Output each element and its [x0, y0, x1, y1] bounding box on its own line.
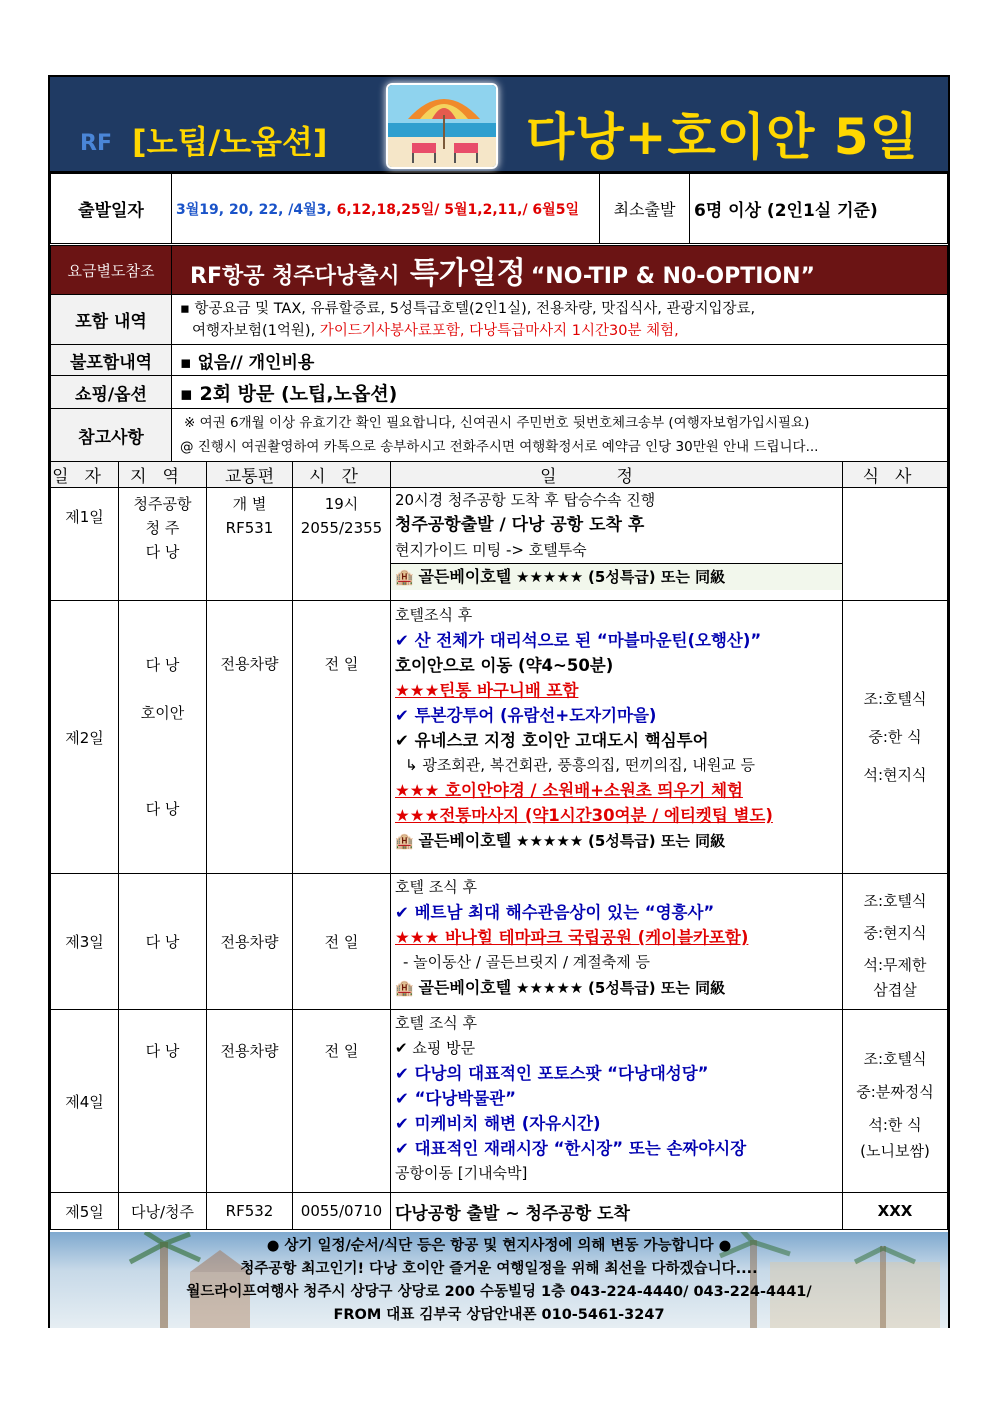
tour-info-table: [50, 173, 948, 244]
departure-label: 출발일자: [51, 174, 172, 244]
title-banner: [50, 77, 948, 173]
day5-schedule: 다낭공항 출발 ~ 청주공항 도착: [391, 1193, 843, 1230]
airline-code: RF: [80, 131, 112, 156]
min-departure-value: 6명 이상 (2인1실 기준): [690, 174, 948, 244]
header-transport: 교통편: [207, 462, 293, 488]
day5-transport: RF532: [207, 1193, 293, 1230]
header-meals: 식사: [843, 462, 948, 488]
day1-row: [51, 488, 948, 601]
day1-hotel: 🏨 골든베이호텔 ★★★★★ (5성특급) 또는 同級: [391, 563, 842, 590]
hotel-icon: 🏨: [395, 979, 414, 997]
hotel-icon: 🏨: [395, 832, 414, 850]
day2-row: [51, 601, 948, 874]
day3-meals: 조:호텔식 중:현지식 석:무제한 삼겹살: [843, 874, 948, 1010]
day2-hotel: 🏨 골든베이호텔 ★★★★★ (5성특급) 또는 同級: [395, 831, 726, 850]
day3-row: [51, 874, 948, 1010]
shopping-row: [51, 376, 948, 409]
shopping-value: ▪ 2회 방문 (노팁,노옵션): [172, 376, 948, 409]
day4-time: 전 일: [293, 1010, 391, 1193]
departure-row: [51, 174, 948, 244]
header-region: 지역: [119, 462, 207, 488]
day2-meals: 조:호텔식 중:한 식 석:현지식: [843, 601, 948, 874]
no-tip-note: [노팁/노옵션]: [132, 123, 328, 161]
day5-time: 0055/0710: [293, 1193, 391, 1230]
day1-region: 청주공항 청 주 다 낭: [119, 488, 207, 601]
day3-time: 전 일: [293, 874, 391, 1010]
beach-image: [386, 83, 498, 169]
include-value: ▪ 항공요금 및 TAX, 유류할증료, 5성특급호텔(2인1실), 전용차량, 맛집식사, 관광지입장료, 여행자보험(1억원), 가이드기사봉사료포함, 다낭특급마사지 1시간30분 체험,: [172, 295, 948, 345]
day1-label: 제1일: [51, 488, 119, 601]
include-label: 포함 내역: [51, 295, 172, 345]
day5-label: 제5일: [51, 1193, 119, 1230]
day4-label: 제4일: [51, 1010, 119, 1193]
day5-meals: XXX: [843, 1193, 948, 1230]
day1-schedule: 20시경 청주공항 도착 후 탑승수속 진행 청주공항출발 / 다낭 공항 도착 후 현지가이드 미팅 -> 호텔투숙 🏨 골든베이호텔 ★★★★★ (5성특급) 또는 同級: [391, 488, 843, 601]
day3-hotel: 🏨 골든베이호텔 ★★★★★ (5성특급) 또는 同級: [395, 978, 726, 997]
day4-transport: 전용차량: [207, 1010, 293, 1193]
day1-meals: [843, 488, 948, 601]
footer-notice: ● 상기 일정/순서/식단 등은 항공 및 현지사정에 의해 변동 가능합니다 ● 청주공항 최고인기! 다낭 호이안 즐거운 여행일정을 위해 최선을 다하겠습니다.... 월드라이프여행사 청주시 상당구 상당로 200 수동빌딩 1층 043-224-4440/ 043-224-4441/ FROM 대표 김부국 상담안내폰 010-5461-3247: [50, 1232, 948, 1328]
tour-title: 다낭+호이안 5일: [526, 108, 919, 166]
itinerary-sheet: [48, 75, 950, 1328]
fee-label: 요금별도참조: [51, 246, 172, 295]
itinerary-header: [51, 462, 948, 488]
notes-value: ※ 여권 6개월 이상 유효기간 확인 필요합니다, 신여권시 주민번호 뒷번호체크송부 (여행자보험가입시필요) @ 진행시 여권촬영하여 카톡으로 송부하시고 전화주시면 여행확정서로 예약금 인당 30만원 안내 드립니다...: [172, 409, 948, 462]
exclude-value: ▪ 없음// 개인비용: [172, 345, 948, 376]
fee-value: RF항공 청주다낭출시 특가일정 “NO-TIP & N0-OPTION”: [172, 246, 948, 295]
day1-time: 19시 2055/2355: [293, 488, 391, 601]
details-table: [50, 245, 948, 462]
day3-schedule: 호텔 조식 후 ✔ 베트남 최대 해수관음상이 있는 “영흥사” ★★★ 바나힐 테마파크 국립공원 (케이블카포함) - 놀이동산 / 골든브릿지 / 계절축제 등 🏨 골든베이호텔 ★★★★★ (5성특급) 또는 同級: [391, 874, 843, 1010]
day4-row: [51, 1010, 948, 1193]
day4-meals: 조:호텔식 중:분짜정식 석:한 식 (노니보쌈): [843, 1010, 948, 1193]
header-schedule: 일정: [391, 462, 843, 488]
day4-schedule: 호텔 조식 후 ✔ 쇼핑 방문 ✔ 다낭의 대표적인 포토스팟 “다낭대성당” ✔ “다낭박물관” ✔ 미케비치 해변 (자유시간) ✔ 대표적인 재래시장 “한시장” 또는 손짜야시장 공항이동 [기내숙박]: [391, 1010, 843, 1193]
fee-row: [51, 246, 948, 295]
exclude-row: [51, 345, 948, 376]
day3-region: 다 낭: [119, 874, 207, 1010]
include-row: [51, 295, 948, 345]
min-departure-label: 최소출발: [600, 174, 690, 244]
day2-label: 제2일: [51, 601, 119, 874]
day2-schedule: 호텔조식 후 ✔ 산 전체가 대리석으로 된 “마블마운틴(오행산)” 호이안으로 이동 (약4~50분) ★★★틴통 바구니배 포함 ✔ 투본강투어 (유람선+도자기마을) ✔ 유네스코 지정 호이안 고대도시 핵심투어 ↳ 광조회관, 복건회관, 풍흥의집, 떤끼의집, 내원교 등 ★★★ 호이안야경 / 소원배+소원초 띄우기 체험 ★★★전통마사지 (약1시간30여분 / 에티켓팁 별도) 🏨 골든베이호텔 ★★★★★ (5성특급) 또는 同級: [391, 601, 843, 874]
day2-transport: 전용차량: [207, 601, 293, 874]
itinerary-table: [50, 461, 948, 1230]
shopping-label: 쇼핑/옵션: [51, 376, 172, 409]
day2-region: 다 낭 호이안 다 낭: [119, 601, 207, 874]
day5-row: [51, 1193, 948, 1230]
notes-label: 참고사항: [51, 409, 172, 462]
header-time: 시간: [293, 462, 391, 488]
day2-time: 전 일: [293, 601, 391, 874]
header-day: 일자: [51, 462, 119, 488]
hotel-icon: 🏨: [395, 568, 414, 586]
exclude-label: 불포함내역: [51, 345, 172, 376]
day3-label: 제3일: [51, 874, 119, 1010]
day1-transport: 개 별 RF531: [207, 488, 293, 601]
departure-dates: 3월19, 20, 22, /4월3, 6,12,18,25일/ 5월1,2,11,/ 6월5일: [172, 174, 600, 244]
day3-transport: 전용차량: [207, 874, 293, 1010]
day4-region: 다 낭: [119, 1010, 207, 1193]
notes-row: [51, 409, 948, 462]
day5-region: 다낭/청주: [119, 1193, 207, 1230]
